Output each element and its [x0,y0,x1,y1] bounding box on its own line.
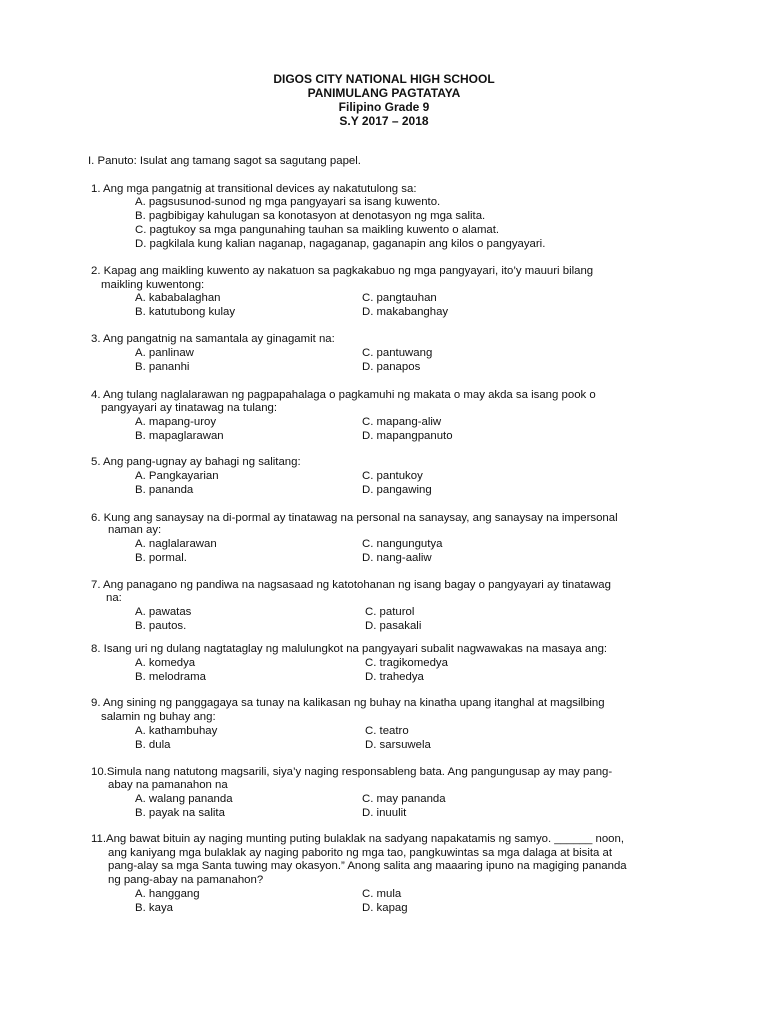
question-1-stem: 1. Ang mga pangatnig at transitional devices ay nakatutulong sa: [91,183,417,195]
question-11-stem-line-4: ng pang-abay na pamanahon? [108,874,264,886]
question-8-choice-a: A. komedya [135,657,196,669]
question-2-stem: 2. Kapag ang maikling kuwento ay nakatuon sa pagkakabuo ng mga pangyayari, ito’y mauuri bilang [91,265,594,277]
question-11-choice-c: C. mula [362,888,402,900]
question-7-choice-b: B. pautos. [135,620,187,632]
question-2-choice-b: B. katutubong kulay [135,306,236,318]
subject-title: Filipino Grade 9 [338,100,430,114]
question-10-choice-d: D. inuulit [362,807,407,819]
question-11-stem: 11.Ang bawat bituin ay naging munting puting bulaklak na sadyang napakatamis ng samyo. ______ noon, [91,833,624,845]
question-9-stem: 9. Ang sining ng panggagaya sa tunay na kalikasan ng buhay na kinatha upang itanghal at magsilbing [91,697,605,709]
question-5-choice-d: D. pangawing [362,484,432,496]
question-6-choice-b: B. pormal. [135,552,187,564]
question-10-stem: 10.Simula nang natutong magsarili, siya’y naging responsableng bata. Ang pangungusap ay may pang- [91,766,613,778]
question-6-choice-c: C. nangungutya [362,538,443,550]
question-5-choice-c: C. pantukoy [362,470,423,482]
question-4-choice-c: C. mapang-aliw [362,416,442,428]
question-11-stem-line-3: pang-alay sa mga Santa tuwing may okasyon.” Anong salita ang maaaring ipuno na magiging pananda [108,860,627,872]
question-6-choice-a: A. naglalarawan [135,538,217,550]
question-10-choice-b: B. payak na salita [135,807,225,819]
question-9-choice-a: A. kathambuhay [135,725,218,737]
question-9-choice-c: C. teatro [365,725,409,737]
question-5-stem: 5. Ang pang-ugnay ay bahagi ng salitang: [91,456,301,468]
question-1-choice-a: A. pagsusunod-sunod ng mga pangyayari sa isang kuwento. [135,196,441,208]
question-10-stem-cont: abay na pamanahon na [108,779,228,791]
question-11-choice-b: B. kaya [135,902,173,914]
question-8-stem: 8. Isang uri ng dulang nagtataglay ng malulungkot na pangyayari subalit nagwawakas na masaya ang: [91,643,608,655]
question-2-choice-c: C. pangtauhan [362,292,437,304]
question-2-choice-d: D. makabanghay [362,306,449,318]
question-3-choice-b: B. pananhi [135,361,190,373]
question-3-choice-d: D. panapos [362,361,421,373]
question-8-choice-b: B. melodrama [135,671,206,683]
question-1-choice-b: B. pagbibigay kahulugan sa konotasyon at denotasyon ng mga salita. [135,210,486,222]
question-7-choice-a: A. pawatas [135,606,192,618]
question-7-stem-cont: na: [106,592,122,604]
question-5-choice-a: A. Pangkayarian [135,470,219,482]
question-2-stem-cont: maikling kuwentong: [101,279,205,291]
question-4-choice-a: A. mapang-uroy [135,416,217,428]
question-4-choice-b: B. mapaglarawan [135,430,224,442]
question-4-choice-d: D. mapangpanuto [362,430,453,442]
question-5-choice-b: B. pananda [135,484,194,496]
instructions: I. Panuto: Isulat ang tamang sagot sa sagutang papel. [88,155,361,167]
question-11-choice-a: A. hanggang [135,888,200,900]
question-10-choice-a: A. walang pananda [135,793,233,805]
question-6-stem: 6. Kung ang sanaysay na di-pormal ay tinatawag na personal na sanaysay, ang sanaysay na impersonal [91,512,618,524]
exam-title: PANIMULANG PAGTATAYA [307,86,461,100]
question-9-choice-d: D. sarsuwela [365,739,431,751]
question-11-stem-line-2: ang kaniyang mga bulaklak ay naging paborito ng mga tao, pangkuwintas sa mga dalaga at bisita at [108,847,613,859]
question-1-choice-d: D. pagkilala kung kalian naganap, nagaganap, gaganapin ang kilos o pangyayari. [135,238,546,250]
school-name: DIGOS CITY NATIONAL HIGH SCHOOL [273,72,495,86]
question-7-choice-d: D. pasakali [365,620,422,632]
question-9-stem-cont: salamin ng buhay ang: [101,711,216,723]
question-8-choice-c: C. tragikomedya [365,657,448,669]
question-8-choice-d: D. trahedya [365,671,424,683]
question-3-stem: 3. Ang pangatnig na samantala ay ginagamit na: [91,333,335,345]
question-7-stem: 7. Ang panagano ng pandiwa na nagsasaad ng katotohanan ng isang bagay o pangyayari ay tinatawag [91,579,611,591]
question-6-choice-d: D. nang-aaliw [362,552,432,564]
question-4-stem-cont: pangyayari ay tinatawag na tulang: [101,402,278,414]
question-9-choice-b: B. dula [135,739,171,751]
question-3-choice-a: A. panlinaw [135,347,194,359]
question-1-choice-c: C. pagtukoy sa mga pangunahing tauhan sa maikling kuwento o alamat. [135,224,500,236]
question-10-choice-c: C. may pananda [362,793,446,805]
question-2-choice-a: A. kababalaghan [135,292,221,304]
question-11-choice-d: D. kapag [362,902,408,914]
question-3-choice-c: C. pantuwang [362,347,433,359]
question-6-stem-cont: naman ay: [108,524,162,536]
question-7-choice-c: C. paturol [365,606,415,618]
school-year: S.Y 2017 – 2018 [339,114,429,128]
question-4-stem: 4. Ang tulang naglalarawan ng pagpapahalaga o pagkamuhi ng makata o may akda sa isang pook o [91,389,596,401]
